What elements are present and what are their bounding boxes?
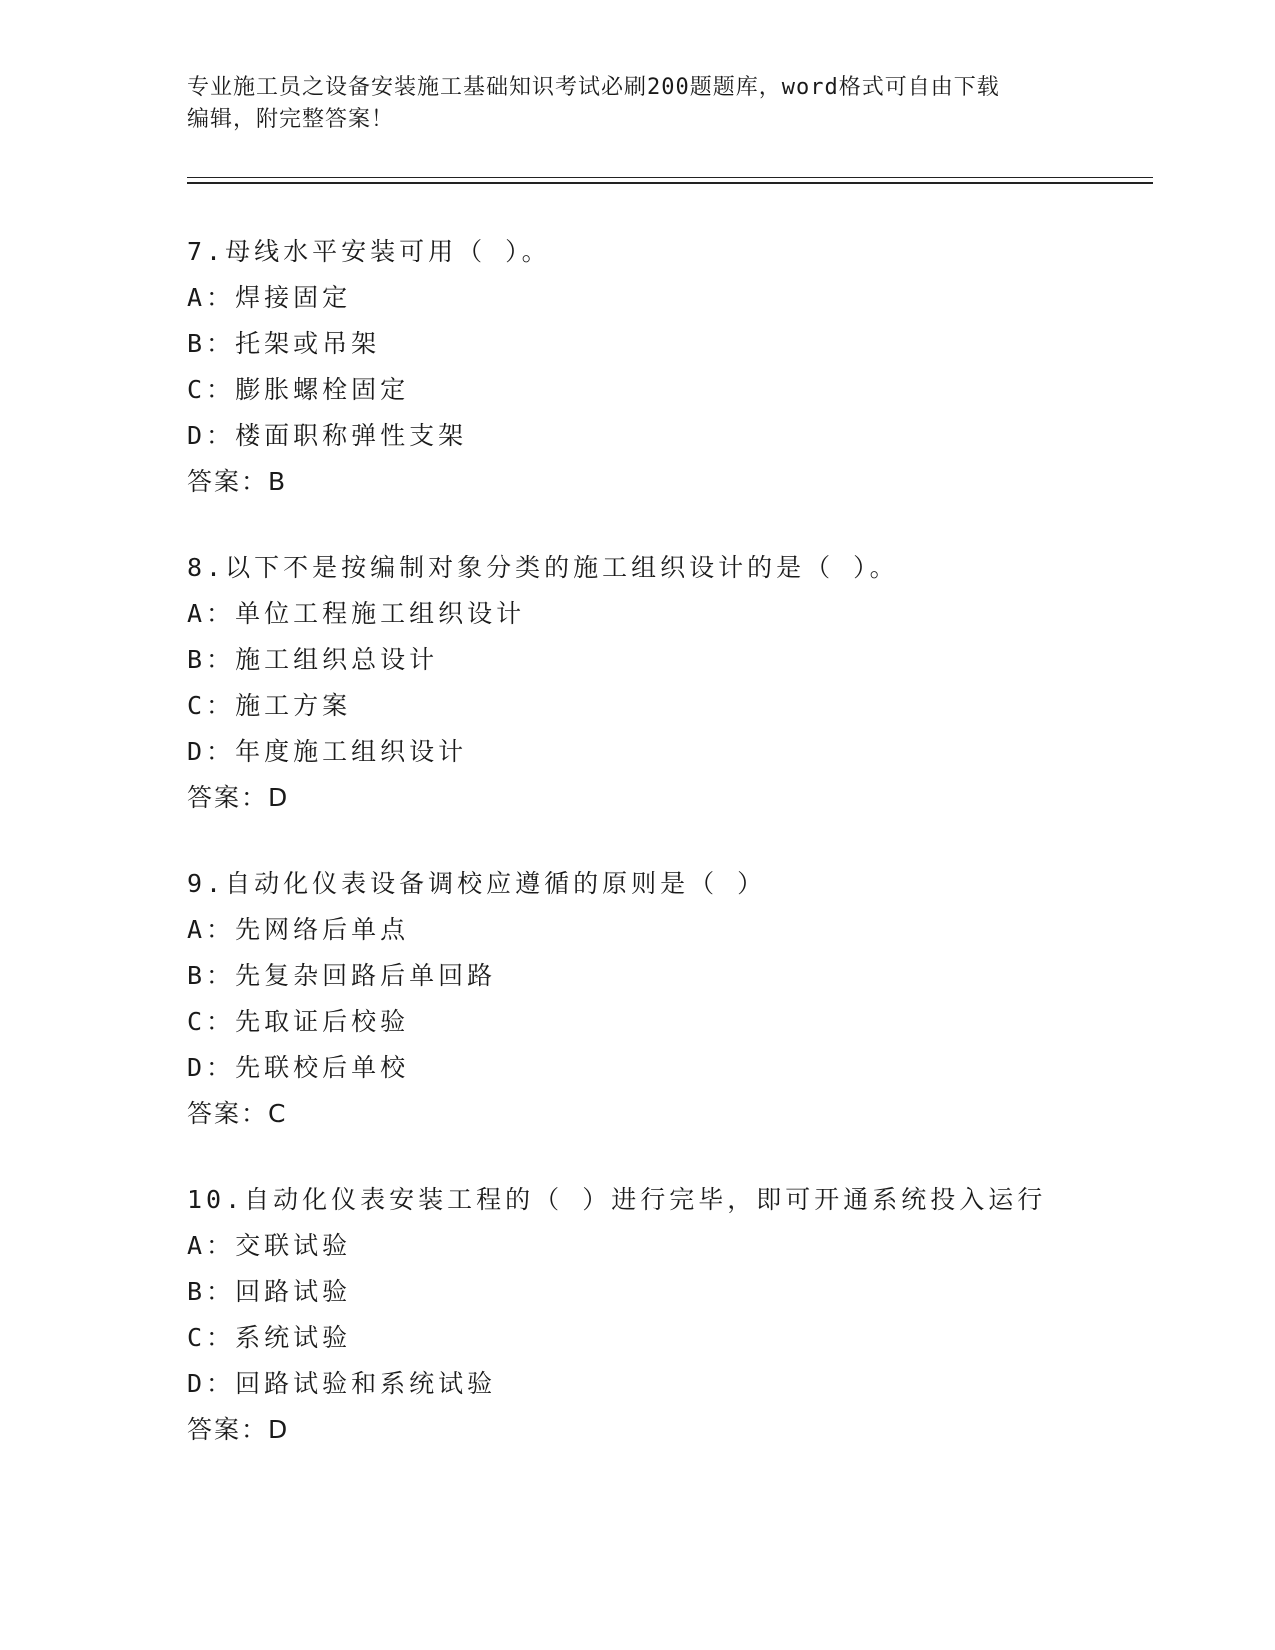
option-letter: B：: [187, 329, 236, 358]
option-b: [187, 637, 1187, 683]
option-text: 交联试验: [235, 1231, 352, 1260]
option-a: [187, 275, 1187, 321]
option-c: [187, 367, 1187, 413]
option-text: 先取证后校验: [235, 1007, 410, 1036]
question-9: [187, 861, 1187, 1137]
option-text: 先网络后单点: [235, 915, 410, 944]
header-divider-thin: [187, 177, 1153, 178]
question-8: [187, 545, 1187, 821]
option-letter: C：: [187, 1007, 236, 1036]
option-c: [187, 683, 1187, 729]
option-text: 先复杂回路后单回路: [235, 961, 497, 990]
option-a: [187, 1223, 1187, 1269]
option-b: [187, 1269, 1187, 1315]
option-letter: D：: [187, 1053, 236, 1082]
option-letter: B：: [187, 645, 236, 674]
question-stem: 7.母线水平安装可用（ ）。: [187, 237, 551, 266]
answer-label: 答案：B: [187, 467, 288, 496]
option-text: 单位工程施工组织设计: [235, 599, 526, 628]
header-line-1: 专业施工员之设备安装施工基础知识考试必刷200题题库，word格式可自由下载: [187, 75, 1000, 100]
header-divider-thick: [187, 182, 1153, 184]
option-b: [187, 953, 1187, 999]
question-stem: 9.自动化仪表设备调校应遵循的原则是（ ）: [187, 869, 767, 898]
document-header: [187, 72, 1087, 136]
option-letter: B：: [187, 1277, 236, 1306]
option-text: 施工组织总设计: [235, 645, 439, 674]
answer-label: 答案：D: [187, 783, 290, 812]
option-text: 回路试验和系统试验: [235, 1369, 497, 1398]
option-letter: C：: [187, 691, 236, 720]
option-text: 系统试验: [235, 1323, 352, 1352]
header-line-2: 编辑，附完整答案！: [187, 107, 395, 132]
option-text: 施工方案: [235, 691, 352, 720]
option-letter: A：: [187, 599, 236, 628]
option-text: 回路试验: [235, 1277, 352, 1306]
option-text: 年度施工组织设计: [235, 737, 468, 766]
question-10: [187, 1177, 1187, 1453]
option-text: 先联校后单校: [235, 1053, 410, 1082]
question-stem: 8.以下不是按编制对象分类的施工组织设计的是（ ）。: [187, 553, 899, 582]
option-d: [187, 413, 1187, 459]
option-text: 楼面职称弹性支架: [235, 421, 468, 450]
option-text: 焊接固定: [235, 283, 352, 312]
question-7: [187, 229, 1187, 505]
answer-label: 答案：C: [187, 1099, 288, 1128]
option-letter: A：: [187, 283, 236, 312]
option-a: [187, 591, 1187, 637]
option-d: [187, 1045, 1187, 1091]
option-b: [187, 321, 1187, 367]
option-d: [187, 1361, 1187, 1407]
option-a: [187, 907, 1187, 953]
question-stem: 10.自动化仪表安装工程的（ ）进行完毕，即可开通系统投入运行: [187, 1185, 1047, 1214]
option-letter: C：: [187, 375, 236, 404]
option-letter: B：: [187, 961, 236, 990]
option-letter: D：: [187, 421, 236, 450]
option-text: 膨胀螺栓固定: [235, 375, 410, 404]
option-d: [187, 729, 1187, 775]
option-letter: D：: [187, 1369, 236, 1398]
option-c: [187, 999, 1187, 1045]
option-letter: C：: [187, 1323, 236, 1352]
option-letter: D：: [187, 737, 236, 766]
option-letter: A：: [187, 915, 236, 944]
option-letter: A：: [187, 1231, 236, 1260]
option-text: 托架或吊架: [235, 329, 381, 358]
option-c: [187, 1315, 1187, 1361]
answer-label: 答案：D: [187, 1415, 290, 1444]
